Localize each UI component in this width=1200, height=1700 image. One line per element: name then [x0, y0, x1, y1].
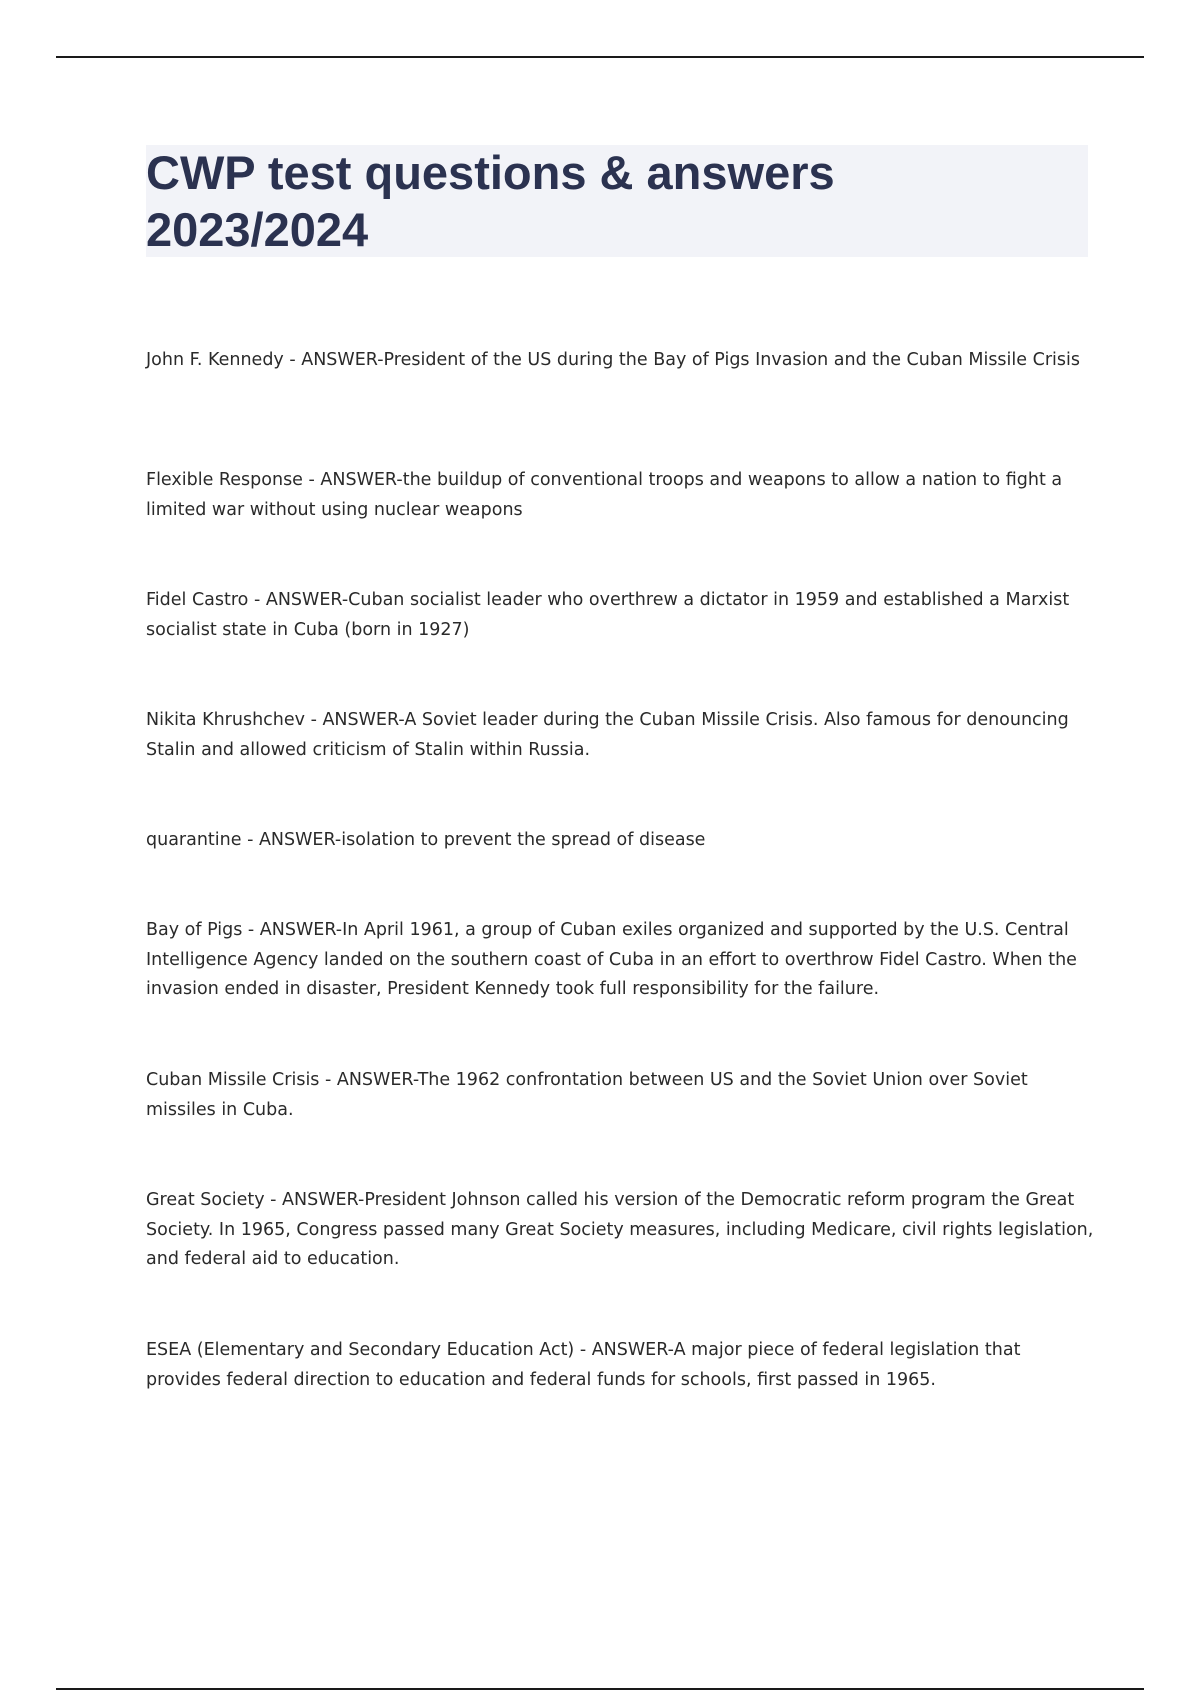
qa-term: Fidel Castro	[146, 590, 249, 610]
qa-answer: A Soviet leader during the Cuban Missile Crisis. Also famous for denouncing Stalin and allowed criticism of Stalin within Russia.	[146, 710, 1069, 760]
qa-separator: - ANSWER-	[242, 920, 343, 940]
qa-separator: - ANSWER-	[248, 590, 349, 610]
qa-entry	[146, 346, 1096, 466]
qa-term: Cuban Missile Crisis	[146, 1070, 320, 1090]
qa-entry	[146, 586, 1096, 706]
qa-term: ESEA (Elementary and Secondary Education Act)	[146, 1340, 575, 1360]
page-title-line-2: 2023/2024	[146, 203, 369, 256]
top-divider	[56, 56, 1144, 58]
qa-answer: Cuban socialist leader who overthrew a dictator in 1959 and established a Marxist socialist state in Cuba (born in 1927)	[146, 590, 1070, 640]
qa-answer: President of the US during the Bay of Pigs Invasion and the Cuban Missile Crisis	[383, 350, 1080, 370]
qa-entry	[146, 466, 1096, 586]
qa-term: Nikita Khrushchev	[146, 710, 305, 730]
qa-separator: - ANSWER-	[283, 350, 384, 370]
qa-separator: - ANSWER-	[302, 470, 403, 490]
qa-entry	[146, 1066, 1096, 1186]
qa-separator: - ANSWER-	[264, 1190, 365, 1210]
qa-term: John F. Kennedy	[146, 350, 284, 370]
qa-answer: The 1962 confrontation between US and the Soviet Union over Soviet missiles in Cuba.	[146, 1070, 1028, 1120]
qa-term: Great Society	[146, 1190, 265, 1210]
qa-separator: - ANSWER-	[305, 710, 405, 730]
qa-entry	[146, 1186, 1096, 1336]
bottom-divider	[56, 1688, 1144, 1690]
page-title-line-1: CWP test questions & answers	[146, 146, 835, 199]
qa-answer: President Johnson called his version of the Democratic reform program the Great Society. In 1965, Congress passed many Great Society measures, including Medicare, civil rights legislation, and federal aid to education.	[146, 1190, 1094, 1269]
qa-entry	[146, 916, 1096, 1066]
qa-answer: In April 1961, a group of Cuban exiles organized and supported by the U.S. Central Intelligence Agency landed on the southern coast of Cuba in an effort to overthrow Fidel Castro. When the invasion ended in disaster, President Kennedy took full responsibility for the failure.	[146, 920, 1077, 999]
qa-separator: - ANSWER-	[241, 830, 342, 850]
qa-entry	[146, 706, 1096, 826]
qa-answer: the buildup of conventional troops and weapons to allow a nation to fight a limited war without using nuclear weapons	[146, 470, 1063, 520]
qa-answer: isolation to prevent the spread of disease	[341, 830, 706, 850]
qa-term: Bay of Pigs	[146, 920, 243, 940]
qa-entry	[146, 826, 1096, 916]
qa-separator: - ANSWER-	[574, 1340, 674, 1360]
qa-term: Flexible Response	[146, 470, 303, 490]
qa-answer: A major piece of federal legislation that provides federal direction to education and federal funds for schools, first passed in 1965.	[146, 1340, 1021, 1390]
qa-term: quarantine	[146, 830, 242, 850]
page-title	[146, 144, 1046, 258]
qa-entry	[146, 1336, 1096, 1456]
qa-separator: - ANSWER-	[319, 1070, 418, 1090]
qa-list	[146, 346, 1096, 1456]
